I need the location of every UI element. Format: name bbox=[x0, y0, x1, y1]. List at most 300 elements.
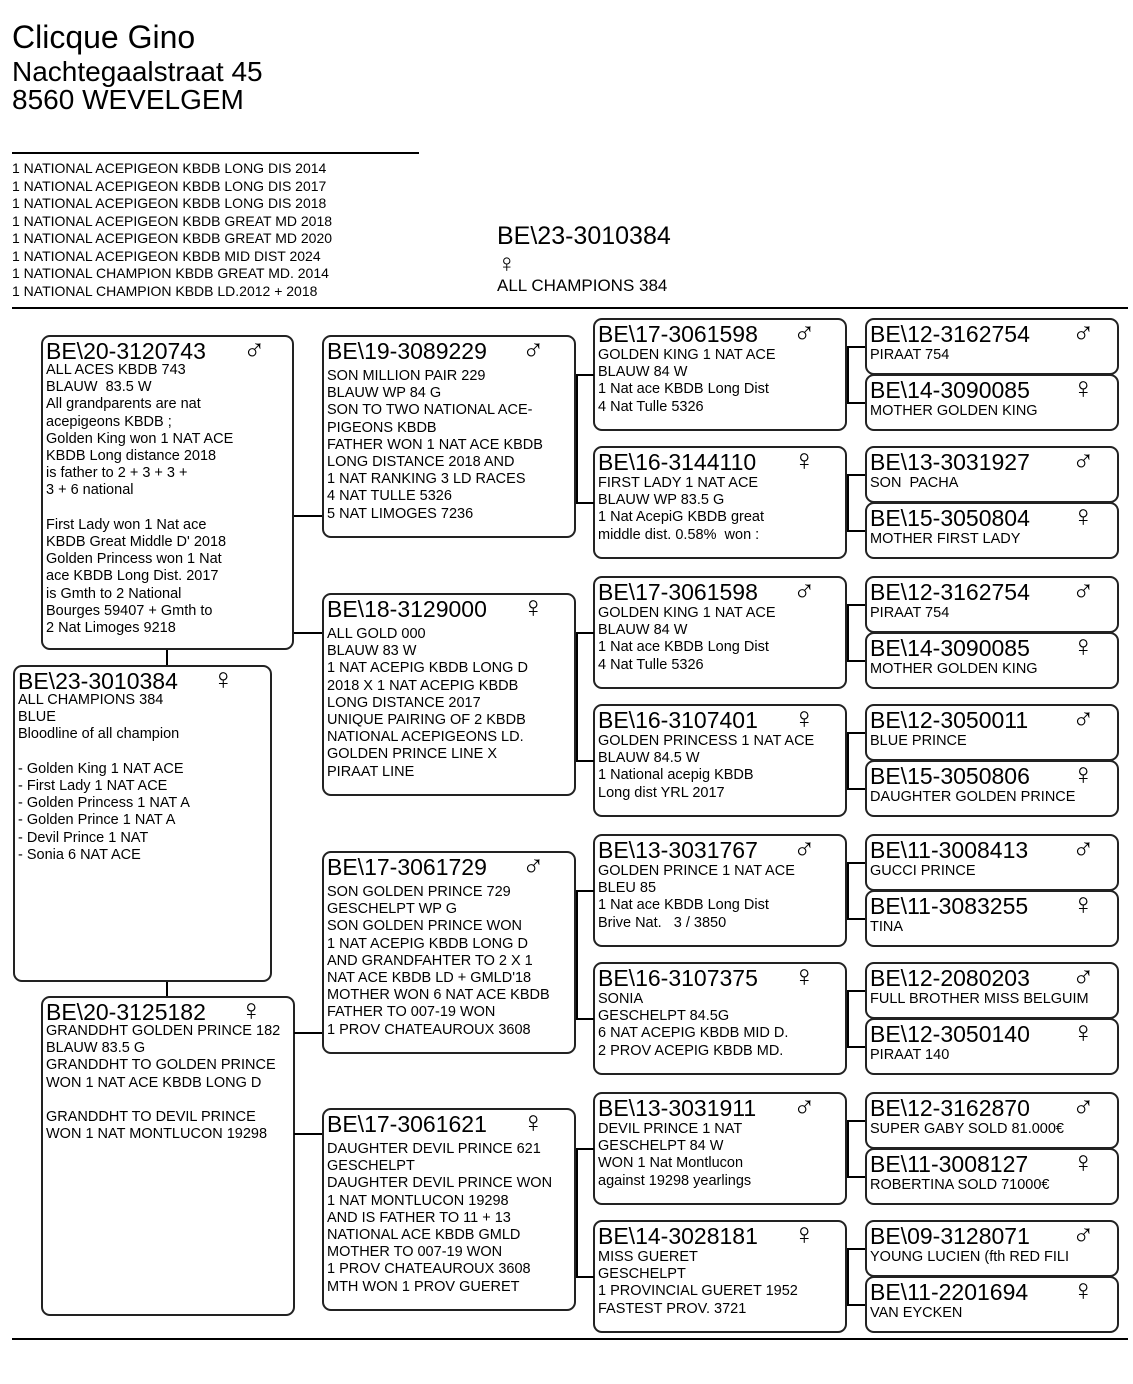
detail-line: - Golden King 1 NAT ACE bbox=[18, 760, 184, 777]
connector-line bbox=[847, 1248, 849, 1306]
title-line: 1 NATIONAL ACEPIGEON KBDB GREAT MD 2020 bbox=[12, 230, 333, 246]
connector-line bbox=[847, 732, 865, 734]
connector-line bbox=[294, 515, 322, 517]
gen3-box[interactable] bbox=[593, 834, 847, 947]
gen3-box[interactable] bbox=[593, 576, 847, 689]
detail-line: MOTHER WON 6 NAT ACE KBDB bbox=[327, 987, 550, 1004]
pigeon-details bbox=[870, 1177, 1049, 1193]
detail-line: 1 NAT RANKING 3 LD RACES bbox=[327, 471, 526, 488]
detail-line: SON MILLION PAIR 229 bbox=[327, 368, 486, 384]
connector-line bbox=[576, 632, 594, 634]
detail-line: BLUE PRINCE bbox=[870, 733, 967, 749]
ring-number: BE\12-3162754 bbox=[870, 579, 1030, 605]
detail-line: 6 NAT ACEPIG KBDB MID D. bbox=[598, 1025, 789, 1042]
detail-line: 4 Nat Tulle 5326 bbox=[598, 398, 704, 415]
detail-line: 1 NAT MONTLUCON 19298 bbox=[327, 1192, 509, 1209]
detail-line: BLAUW WP 84 G bbox=[327, 385, 442, 402]
detail-line: 1 NAT ACEPIG KBDB LONG D bbox=[327, 935, 528, 952]
ring-number: BE\17-3061598 bbox=[598, 321, 758, 347]
detail-line: 2018 X 1 NAT ACEPIG KBDB bbox=[327, 677, 519, 694]
connector-line bbox=[294, 1133, 322, 1135]
gen4-box[interactable] bbox=[865, 502, 1119, 559]
detail-line: PIRAAT 754 bbox=[870, 605, 950, 621]
connector-line bbox=[294, 1032, 322, 1034]
female-icon: ♀ bbox=[793, 444, 816, 477]
dam-dam-box[interactable] bbox=[322, 1108, 576, 1311]
detail-line: GOLDEN PRINCE LINE X bbox=[327, 746, 498, 763]
gen4-box[interactable] bbox=[865, 1276, 1119, 1333]
gen3-box[interactable] bbox=[593, 446, 847, 559]
connector-line bbox=[847, 474, 849, 532]
female-icon: ♀ bbox=[793, 702, 816, 735]
detail-line: BLAUW 83 W bbox=[327, 643, 417, 660]
connector-line bbox=[847, 732, 849, 790]
detail-line: KBDB Long distance 2018 bbox=[46, 448, 217, 465]
detail-line: 2 Nat Limoges 9218 bbox=[46, 620, 176, 637]
female-icon: ♀ bbox=[1072, 372, 1095, 405]
detail-line: PIGEONS KBDB bbox=[327, 419, 437, 436]
detail-line: 1 PROV CHATEAUROUX 3608 bbox=[327, 1021, 531, 1038]
ring-number: BE\20-3120743 bbox=[46, 338, 206, 364]
detail-line: BLAUW 83.5 G bbox=[46, 1040, 146, 1057]
ring-number: BE\11-3008413 bbox=[870, 837, 1029, 863]
connector-line bbox=[576, 760, 594, 762]
title-line: 1 NATIONAL CHAMPION KBDB LD.2012 + 2018 bbox=[12, 282, 318, 299]
male-icon: ♂ bbox=[793, 832, 816, 865]
connector-line bbox=[576, 374, 578, 504]
connector-line bbox=[847, 1176, 865, 1178]
pigeon-details bbox=[46, 1023, 280, 1143]
connector-line bbox=[847, 1120, 865, 1122]
titles-list bbox=[12, 160, 332, 300]
detail-line: - Devil Prince 1 NAT bbox=[18, 829, 149, 846]
connector-line bbox=[847, 604, 865, 606]
connector-line bbox=[576, 1148, 578, 1278]
male-icon: ♂ bbox=[1072, 574, 1095, 607]
female-icon: ♀ bbox=[1072, 630, 1095, 663]
connector-line bbox=[847, 1248, 865, 1250]
connector-line bbox=[576, 1148, 594, 1150]
connector-line bbox=[847, 1046, 865, 1048]
detail-line: SON GOLDEN PRINCE 729 bbox=[327, 884, 511, 900]
connector-line bbox=[847, 530, 865, 532]
ring-number: BE\11-3083255 bbox=[870, 893, 1029, 919]
pigeon-details bbox=[870, 475, 958, 491]
ring-number: BE\12-3162754 bbox=[870, 321, 1030, 347]
owner-city: 8560 WEVELGEM bbox=[12, 84, 244, 115]
detail-line: PIRAAT 140 bbox=[870, 1047, 950, 1063]
male-icon: ♂ bbox=[1072, 1218, 1095, 1251]
detail-line: 1 Nat ace KBDB Long Dist bbox=[598, 897, 769, 914]
detail-line: BLAUW 84 W bbox=[598, 622, 688, 639]
gen3-box[interactable] bbox=[593, 1220, 847, 1333]
detail-line: BLAUW 83.5 W bbox=[46, 379, 152, 396]
detail-line: GESCHELPT bbox=[598, 1266, 686, 1283]
gen4-box[interactable] bbox=[865, 1148, 1119, 1205]
connector-line bbox=[576, 890, 594, 892]
gen4-box[interactable] bbox=[865, 632, 1119, 689]
ring-number: BE\17-3061621 bbox=[327, 1111, 487, 1137]
detail-line: against 19298 yearlings bbox=[598, 1172, 752, 1189]
title-line: 1 NATIONAL ACEPIGEON KBDB LONG DIS 2017 bbox=[12, 177, 327, 194]
pigeon-details bbox=[46, 362, 233, 637]
gen4-box[interactable] bbox=[865, 962, 1119, 1019]
detail-line: GOLDEN KING 1 NAT ACE bbox=[598, 605, 776, 621]
detail-line: ace KBDB Long Dist. 2017 bbox=[46, 568, 219, 585]
owner-street: Nachtegaalstraat 45 bbox=[12, 56, 263, 87]
gen3-box[interactable] bbox=[593, 962, 847, 1075]
detail-line: - First Lady 1 NAT ACE bbox=[18, 778, 168, 795]
female-icon: ♀ bbox=[793, 960, 816, 993]
dam-sire-box[interactable] bbox=[322, 851, 576, 1054]
ring-number: BE\17-3061729 bbox=[327, 854, 487, 880]
detail-line: SON GOLDEN PRINCE WON bbox=[327, 918, 522, 935]
detail-line: First Lady won 1 Nat ace bbox=[46, 516, 207, 533]
detail-line: SON PACHA bbox=[870, 475, 959, 491]
pigeon-details bbox=[870, 605, 949, 621]
male-icon: ♂ bbox=[793, 1090, 816, 1123]
detail-line: is father to 2 + 3 + 3 + bbox=[46, 465, 188, 482]
female-icon: ♀ bbox=[1072, 888, 1095, 921]
gen4-box[interactable] bbox=[865, 1092, 1119, 1149]
subject-header bbox=[497, 222, 671, 296]
detail-line: BLEU 85 bbox=[598, 880, 657, 897]
ring-number: BE\13-3031911 bbox=[598, 1095, 757, 1121]
ring-number: BE\18-3129000 bbox=[327, 596, 487, 622]
connector-line bbox=[847, 402, 865, 404]
female-icon: ♀ bbox=[793, 1218, 816, 1251]
connector-line bbox=[847, 788, 865, 790]
female-icon: ♀ bbox=[1072, 1016, 1095, 1049]
detail-line: DEVIL PRINCE 1 NAT bbox=[598, 1121, 743, 1137]
detail-line: 1 Nat ace KBDB Long Dist bbox=[598, 639, 769, 656]
detail-line: GESCHELPT bbox=[327, 1158, 415, 1175]
detail-line: WON 1 Nat Montlucon bbox=[598, 1155, 744, 1172]
detail-line: LONG DISTANCE 2017 bbox=[327, 694, 481, 711]
detail-line: NAT ACE KBDB LD + GMLD'18 bbox=[327, 970, 532, 987]
pigeon-details bbox=[327, 884, 550, 1039]
gen4-box[interactable] bbox=[865, 1220, 1119, 1277]
male-icon: ♂ bbox=[1072, 960, 1095, 993]
detail-line: TINA bbox=[870, 919, 904, 935]
ring-number: BE\12-3050140 bbox=[870, 1021, 1030, 1047]
detail-line: SUPER GABY SOLD 81.000€ bbox=[870, 1121, 1064, 1137]
detail-line: SONIA bbox=[598, 991, 644, 1007]
gen4-box[interactable] bbox=[865, 318, 1119, 375]
footer-divider bbox=[12, 1338, 1128, 1340]
pigeon-details bbox=[870, 347, 949, 363]
male-icon: ♂ bbox=[1072, 1090, 1095, 1123]
detail-line: DAUGHTER DEVIL PRINCE 621 bbox=[327, 1141, 541, 1157]
detail-line: NATIONAL ACEPIGEONS LD. bbox=[327, 729, 524, 746]
connector-line bbox=[576, 1018, 594, 1020]
detail-line: FASTEST PROV. 3721 bbox=[598, 1300, 747, 1317]
pigeon-details bbox=[327, 1141, 552, 1296]
pigeon-details bbox=[870, 531, 1020, 547]
pigeon-details bbox=[870, 1249, 1069, 1265]
gen3-box[interactable] bbox=[593, 704, 847, 817]
title-line: 1 NATIONAL CHAMPION KBDB GREAT MD. 2014 bbox=[12, 265, 329, 281]
female-icon: ♀ bbox=[1072, 1274, 1095, 1307]
pigeon-details bbox=[870, 1121, 1064, 1137]
detail-line bbox=[18, 744, 190, 761]
detail-line: ALL ACES KBDB 743 bbox=[46, 362, 186, 378]
male-icon: ♂ bbox=[793, 316, 816, 349]
connector-line bbox=[847, 346, 865, 348]
gen4-box[interactable] bbox=[865, 760, 1119, 817]
connector-line bbox=[847, 862, 849, 920]
subject-name: ALL CHAMPIONS 384 bbox=[497, 276, 668, 295]
connector-line bbox=[847, 918, 865, 920]
detail-line: 1 NAT ACEPIG KBDB LONG D bbox=[327, 660, 528, 677]
gen3-box[interactable] bbox=[593, 1092, 847, 1205]
pigeon-details bbox=[598, 991, 788, 1060]
detail-line: NATIONAL ACE KBDB GMLD bbox=[327, 1227, 521, 1244]
detail-line: GOLDEN PRINCESS 1 NAT ACE bbox=[598, 733, 815, 749]
detail-line: YOUNG LUCIEN (fth RED FILI bbox=[870, 1249, 1070, 1265]
detail-line: 2 PROV ACEPIG KBDB MD. bbox=[598, 1042, 784, 1059]
ring-number: BE\17-3061598 bbox=[598, 579, 758, 605]
detail-line: DAUGHTER DEVIL PRINCE WON bbox=[327, 1175, 553, 1192]
connector-line bbox=[576, 632, 578, 762]
detail-line: GRANDDHT TO DEVIL PRINCE bbox=[46, 1109, 256, 1126]
detail-line: BLAUW 84.5 W bbox=[598, 750, 700, 767]
detail-line: 4 Nat Tulle 5326 bbox=[598, 656, 704, 673]
detail-line: FIRST LADY 1 NAT ACE bbox=[598, 475, 759, 491]
pigeon-details bbox=[870, 789, 1075, 805]
detail-line: - Sonia 6 NAT ACE bbox=[18, 846, 141, 863]
title-line: 1 NATIONAL ACEPIGEON KBDB LONG DIS 2018 bbox=[12, 195, 327, 211]
detail-line: VAN EYCKEN bbox=[870, 1305, 963, 1321]
female-icon: ♀ bbox=[497, 248, 517, 278]
ring-number: BE\19-3089229 bbox=[327, 338, 487, 364]
titles-top-divider bbox=[12, 152, 419, 154]
detail-line: PIRAAT 754 bbox=[870, 347, 950, 363]
detail-line: 1 Nat ace KBDB Long Dist bbox=[598, 381, 769, 398]
detail-line: ALL GOLD 000 bbox=[327, 626, 426, 642]
detail-line: MOTHER GOLDEN KING bbox=[870, 661, 1038, 677]
subject-ring: BE\23-3010384 bbox=[497, 222, 671, 250]
pigeon-details bbox=[870, 991, 1089, 1007]
title-line: 1 NATIONAL ACEPIGEON KBDB MID DIST 2024 bbox=[12, 247, 321, 264]
header-divider bbox=[12, 307, 1128, 309]
detail-line: Golden Princess won 1 Nat bbox=[46, 551, 222, 568]
gen4-box[interactable] bbox=[865, 576, 1119, 633]
gen3-box[interactable] bbox=[593, 318, 847, 431]
detail-line: AND IS FATHER TO 11 + 13 bbox=[327, 1209, 511, 1226]
connector-line bbox=[576, 1276, 594, 1278]
ring-number: BE\12-3050011 bbox=[870, 707, 1029, 733]
ring-number: BE\16-3107375 bbox=[598, 965, 758, 991]
pigeon-details bbox=[18, 692, 190, 864]
male-icon: ♂ bbox=[1072, 702, 1095, 735]
gen4-box[interactable] bbox=[865, 890, 1119, 947]
pigeon-details bbox=[870, 1047, 949, 1063]
ring-number: BE\15-3050806 bbox=[870, 763, 1030, 789]
pigeon-details bbox=[598, 1249, 798, 1318]
connector-line bbox=[847, 660, 865, 662]
detail-line: 1 PROV CHATEAUROUX 3608 bbox=[327, 1261, 531, 1278]
detail-line: MOTHER FIRST LADY bbox=[870, 531, 1021, 547]
connector-line bbox=[294, 632, 322, 634]
detail-line: FULL BROTHER MISS BELGUIM bbox=[870, 991, 1089, 1007]
detail-line: Bloodline of all champion bbox=[18, 726, 180, 743]
detail-line: GOLDEN KING 1 NAT ACE bbox=[598, 347, 776, 363]
detail-line: is Gmth to 2 National bbox=[46, 585, 182, 602]
ring-number: BE\15-3050804 bbox=[870, 505, 1030, 531]
detail-line: MOTHER GOLDEN KING bbox=[870, 403, 1038, 419]
detail-line: middle dist. 0.58% won : bbox=[598, 526, 760, 543]
pigeon-details bbox=[327, 626, 528, 781]
female-icon: ♀ bbox=[212, 663, 235, 696]
male-icon: ♂ bbox=[243, 333, 266, 366]
ring-number: BE\12-2080203 bbox=[870, 965, 1030, 991]
ring-number: BE\13-3031927 bbox=[870, 449, 1030, 475]
detail-line: 5 NAT LIMOGES 7236 bbox=[327, 505, 474, 522]
detail-line: MOTHER TO 007-19 WON bbox=[327, 1244, 503, 1261]
detail-line: 1 PROVINCIAL GUERET 1952 bbox=[598, 1283, 798, 1300]
ring-number: BE\20-3125182 bbox=[46, 999, 206, 1025]
female-icon: ♀ bbox=[522, 1106, 545, 1139]
pigeon-details bbox=[870, 1305, 962, 1321]
detail-line: GUCCI PRINCE bbox=[870, 863, 976, 879]
title-line: 1 NATIONAL ACEPIGEON KBDB LONG DIS 2014 bbox=[12, 160, 327, 176]
detail-line: GESCHELPT WP G bbox=[327, 901, 457, 918]
detail-line: GESCHELPT 84.5G bbox=[598, 1008, 730, 1025]
detail-line: UNIQUE PAIRING OF 2 KBDB bbox=[327, 712, 526, 729]
pigeon-details bbox=[870, 661, 1038, 677]
detail-line: 3 + 6 national bbox=[46, 482, 134, 499]
female-icon: ♀ bbox=[1072, 500, 1095, 533]
connector-line bbox=[576, 374, 594, 376]
connector-line bbox=[847, 990, 849, 1048]
ring-number: BE\16-3107401 bbox=[598, 707, 758, 733]
detail-line: PIRAAT LINE bbox=[327, 763, 415, 780]
pigeon-details bbox=[870, 919, 903, 935]
detail-line: 4 NAT TULLE 5326 bbox=[327, 488, 452, 505]
female-icon: ♀ bbox=[522, 591, 545, 624]
connector-line bbox=[847, 604, 849, 662]
detail-line: FATHER TO 007-19 WON bbox=[327, 1004, 496, 1021]
detail-line: SON TO TWO NATIONAL ACE- bbox=[327, 402, 533, 419]
male-icon: ♂ bbox=[522, 849, 545, 882]
male-icon: ♂ bbox=[522, 333, 545, 366]
detail-line: - Golden Princess 1 NAT A bbox=[18, 795, 190, 812]
gen4-box[interactable] bbox=[865, 704, 1119, 761]
detail-line: LONG DISTANCE 2018 AND bbox=[327, 454, 515, 471]
title-line: 1 NATIONAL ACEPIGEON KBDB GREAT MD 2018 bbox=[12, 212, 333, 229]
ring-number: BE\14-3028181 bbox=[598, 1223, 758, 1249]
pigeon-details bbox=[598, 863, 795, 932]
pigeon-details bbox=[598, 605, 776, 674]
detail-line: ALL CHAMPIONS 384 bbox=[18, 692, 164, 708]
connector-line bbox=[166, 982, 168, 996]
sire-sire-box[interactable] bbox=[322, 335, 576, 538]
male-icon: ♂ bbox=[1072, 316, 1095, 349]
female-icon: ♀ bbox=[1072, 758, 1095, 791]
male-icon: ♂ bbox=[1072, 444, 1095, 477]
pigeon-details bbox=[327, 368, 543, 523]
detail-line: MISS GUERET bbox=[598, 1249, 698, 1265]
detail-line: Golden King won 1 NAT ACE bbox=[46, 430, 234, 447]
ring-number: BE\12-3162870 bbox=[870, 1095, 1030, 1121]
male-icon: ♂ bbox=[793, 574, 816, 607]
detail-line: 1 National acepig KBDB bbox=[598, 767, 754, 784]
detail-line: GRANDDHT GOLDEN PRINCE 182 bbox=[46, 1023, 281, 1039]
detail-line: BLAUW 84 W bbox=[598, 364, 688, 381]
connector-line bbox=[847, 1120, 849, 1178]
subject-box[interactable] bbox=[13, 665, 272, 982]
ring-number: BE\23-3010384 bbox=[18, 668, 178, 694]
detail-line: WON 1 NAT ACE KBDB LONG D bbox=[46, 1074, 262, 1091]
sire-dam-box[interactable] bbox=[322, 593, 576, 796]
connector-line bbox=[847, 990, 865, 992]
connector-line bbox=[847, 474, 865, 476]
detail-line bbox=[46, 500, 233, 517]
pigeon-details bbox=[870, 403, 1038, 419]
detail-line: Long dist YRL 2017 bbox=[598, 784, 725, 801]
ring-number: BE\13-3031767 bbox=[598, 837, 758, 863]
ring-number: BE\11-3008127 bbox=[870, 1151, 1029, 1177]
pigeon-details bbox=[598, 347, 776, 416]
detail-line: Brive Nat. 3 / 3850 bbox=[598, 914, 727, 931]
gen4-box[interactable] bbox=[865, 834, 1119, 891]
detail-line: MTH WON 1 PROV GUERET bbox=[327, 1278, 520, 1295]
pigeon-details bbox=[870, 733, 967, 749]
detail-line: BLAUW WP 83.5 G bbox=[598, 492, 725, 509]
connector-line bbox=[847, 862, 865, 864]
pigeon-details bbox=[598, 475, 764, 544]
detail-line: BLUE bbox=[18, 709, 56, 726]
gen4-box[interactable] bbox=[865, 1018, 1119, 1075]
detail-line: Bourges 59407 + Gmth to bbox=[46, 602, 213, 619]
detail-line bbox=[46, 1092, 280, 1109]
ring-number: BE\14-3090085 bbox=[870, 377, 1030, 403]
connector-line bbox=[576, 502, 594, 504]
ring-number: BE\14-3090085 bbox=[870, 635, 1030, 661]
detail-line: KBDB Great Middle D' 2018 bbox=[46, 534, 227, 551]
detail-line: DAUGHTER GOLDEN PRINCE bbox=[870, 789, 1076, 805]
gen4-box[interactable] bbox=[865, 446, 1119, 503]
detail-line: FATHER WON 1 NAT ACE KBDB bbox=[327, 436, 543, 453]
sire-box[interactable] bbox=[41, 335, 294, 650]
ring-number: BE\16-3144110 bbox=[598, 449, 757, 475]
detail-line: - Golden Prince 1 NAT A bbox=[18, 812, 176, 829]
ring-number: BE\11-2201694 bbox=[870, 1279, 1029, 1305]
detail-line: GRANDDHT TO GOLDEN PRINCE bbox=[46, 1057, 276, 1074]
detail-line: acepigeons KBDB ; bbox=[46, 413, 172, 430]
pigeon-details bbox=[598, 733, 814, 802]
ring-number: BE\09-3128071 bbox=[870, 1223, 1030, 1249]
pigeon-details bbox=[598, 1121, 751, 1190]
connector-line bbox=[847, 1304, 865, 1306]
pigeon-details bbox=[870, 863, 976, 879]
gen4-box[interactable] bbox=[865, 374, 1119, 431]
male-icon: ♂ bbox=[1072, 832, 1095, 865]
connector-line bbox=[576, 890, 578, 1020]
connector-line bbox=[847, 346, 849, 404]
owner-name: Clicque Gino bbox=[12, 19, 196, 55]
detail-line: 1 Nat AcepiG KBDB great bbox=[598, 509, 765, 526]
detail-line: GESCHELPT 84 W bbox=[598, 1138, 724, 1155]
detail-line: WON 1 NAT MONTLUCON 19298 bbox=[46, 1126, 268, 1143]
female-icon: ♀ bbox=[240, 994, 263, 1027]
detail-line: ROBERTINA SOLD 71000€ bbox=[870, 1177, 1050, 1193]
female-icon: ♀ bbox=[1072, 1146, 1095, 1179]
dam-box[interactable] bbox=[41, 996, 295, 1316]
connector-line bbox=[166, 650, 168, 665]
detail-line: All grandparents are nat bbox=[46, 396, 201, 413]
